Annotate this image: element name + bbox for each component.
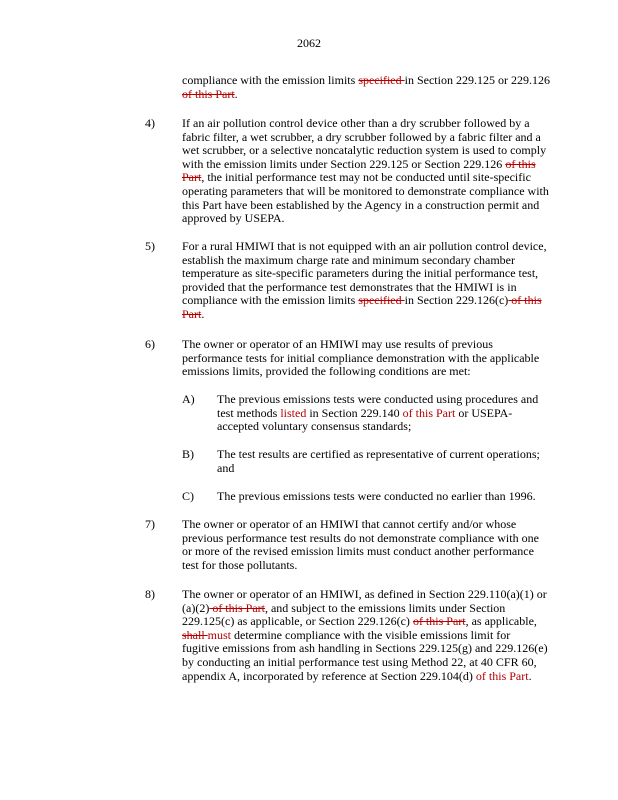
item-8-text: The owner or operator of an HMIWI, as defined in Section 229.110(a)(1) or (a)(2) of this Part, and subject to the emissions limits under Section 229.125(c) as applicable, or Section 229.126(c) of this Part, as applicable, shall must determine compliance with the visible emissions limit for fugitive emissions from ash handling in Sections 229.125(g) and 229.126(e) by conducting an initial performance test using Method 22, at 40 CFR 60, appendix A, incorporated by reference at Section 229.104(d) of this Part. bbox=[182, 587, 548, 683]
item-5-number: 5) bbox=[145, 239, 155, 253]
deleted-text: of this Part bbox=[182, 86, 235, 101]
sub-c-number: C) bbox=[182, 489, 194, 503]
sub-b-text: The test results are certified as representative of current operations; and bbox=[217, 447, 540, 475]
item-7-number: 7) bbox=[145, 517, 155, 531]
sub-b-number: B) bbox=[182, 447, 194, 461]
item-7-text: The owner or operator of an HMIWI that cannot certify and/or whose previous performance test results do not demonstrate compliance with one or more of the revised emission limits must conduct another performance test for those pollutants. bbox=[182, 517, 539, 572]
item-6-number: 6) bbox=[145, 337, 155, 351]
deleted-text: specified bbox=[358, 73, 405, 87]
deleted-text: of this Part bbox=[182, 156, 536, 185]
item-6-text: The owner or operator of an HMIWI may use results of previous performance tests for initial compliance demonstration with the applicable emissions limits, provided the following conditions are met: bbox=[182, 337, 540, 379]
deleted-text: of this Part bbox=[209, 600, 265, 615]
inserted-text: must bbox=[207, 627, 232, 642]
page-number: 2062 bbox=[297, 36, 321, 50]
inserted-text: of this Part bbox=[402, 405, 456, 420]
sub-a-text: The previous emissions tests were conducted using procedures and test methods listed in Section 229.140 of this Part or USEPA-accepted voluntary consensus standards; bbox=[217, 392, 539, 434]
sub-a-number: A) bbox=[182, 392, 195, 406]
intro-paragraph: compliance with the emission limits specified in Section 229.125 or 229.126 of this Part. bbox=[182, 73, 550, 101]
item-4-text: If an air pollution control device other than a dry scrubber followed by a fabric filter, a wet scrubber, a dry scrubber followed by a fabric filter and a wet scrubber, or a selective noncatalytic reduction system is used to comply with the emission limits under Section 229.125 or Section 229.126 of this Part, the initial performance test may not be conducted until site-specific operating parameters that will be monitored to demonstrate compliance with this Part have been established by the Agency in a construction permit and approved by USEPA. bbox=[182, 116, 549, 226]
inserted-text: listed bbox=[280, 405, 307, 420]
sub-c-text: The previous emissions tests were conducted no earlier than 1996. bbox=[217, 489, 536, 503]
item-8-number: 8) bbox=[145, 587, 155, 601]
item-4-number: 4) bbox=[145, 116, 155, 130]
deleted-text: specified bbox=[358, 293, 405, 308]
inserted-text: of this Part bbox=[475, 668, 529, 683]
deleted-text: of this Part bbox=[412, 614, 466, 629]
item-5-text: For a rural HMIWI that is not equipped with an air pollution control device, establish the maximum charge rate and minimum secondary chamber temperature as site-specific parameters during the initial performance test, provided that the performance test demonstrates that the HMIWI is in compliance with the emission limits specified in Section 229.126(c) of this Part. bbox=[182, 239, 547, 321]
deleted-text: shall bbox=[182, 627, 208, 642]
deleted-text: of this Part bbox=[182, 293, 542, 321]
